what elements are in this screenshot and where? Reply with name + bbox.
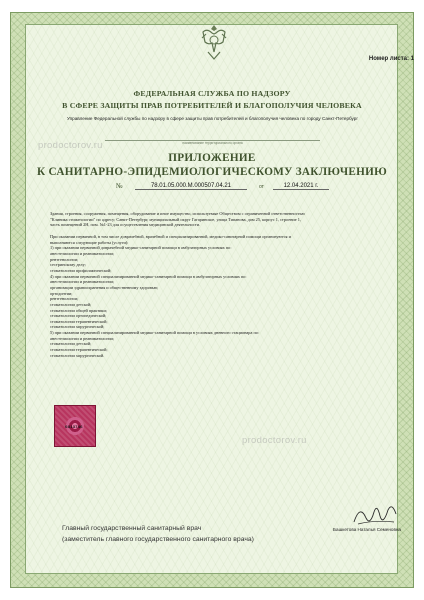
agency-name-line2: В СФЕРЕ ЗАЩИТЫ ПРАВ ПОТРЕБИТЕЛЕЙ И БЛАГОПОЛУЧИЯ ЧЕЛОВЕКА (62, 101, 362, 110)
agency-name-line1: ФЕДЕРАЛЬНАЯ СЛУЖБА ПО НАДЗОРУ (133, 89, 291, 98)
watermark: prodoctorov.ru (242, 435, 307, 446)
text-line: часть помещений 2Н, пом. №1-23 для осуществления медицинской деятельности. (50, 222, 201, 228)
directorate-caption: наименование территориального органа (182, 141, 243, 145)
list-item: выполняются следующие работы (услуги): (50, 239, 129, 245)
conclusion-date: 12.04.2021 г. (273, 183, 329, 190)
territorial-directorate: Управление Федеральной службы по надзору в сфере защиты прав потребителей и благополучия человека по городу Санкт-Петербург (66, 116, 359, 121)
list-item: 1) при оказании первичной доврачебной медико-санитарной помощи в амбулаторных условиях по: (50, 245, 232, 251)
list-item: анестезиологии и реаниматологии; (50, 250, 115, 256)
list-item: стоматологии терапевтической; (50, 318, 108, 324)
list-item: стоматологии детской; (50, 341, 92, 347)
date-from-label: от (259, 184, 264, 190)
document-body (50, 211, 380, 360)
coat-of-arms-emblem-icon (198, 22, 230, 62)
services-list (50, 234, 380, 358)
list-item: стоматологии терапевтической; (50, 347, 108, 353)
document-title-line1: ПРИЛОЖЕНИЕ (168, 152, 256, 164)
document-title-line2: К САНИТАРНО-ЭПИДЕМИОЛОГИЧЕСКОМУ ЗАКЛЮЧЕНИЮ (36, 166, 387, 178)
hologram-code: 0813746 (65, 424, 83, 429)
list-item: рентгенологии; (50, 296, 79, 302)
list-item: стоматологии общей практики; (50, 307, 107, 313)
list-item: рентгенологии; (50, 256, 79, 262)
list-item: стоматологии хирургической. (50, 352, 105, 358)
list-item: стоматологии хирургической; (50, 324, 105, 330)
number-label: № (116, 182, 123, 190)
list-item: стоматологии ортопедической; (50, 313, 107, 319)
text-line: "Клиника стоматологии" по адресу: Санкт-Петербург, муниципальный округ Гагаринское, улица Типанова, дом 25, корпус 1, строение 1, (50, 216, 301, 222)
list-item: организации здравоохранения и общественному здоровью; (50, 284, 159, 290)
list-item: стоматологии профилактической; (50, 267, 112, 273)
signatory-title-line1: Главный государственный санитарный врач (62, 525, 202, 532)
list-item: анестезиологии и реаниматологии; (50, 279, 115, 285)
intro-paragraph (50, 211, 380, 228)
list-item: При оказании первичной, в том числе доврачебной, врачебной и специализированной, медико-санитарной помощи организуются и (50, 233, 291, 239)
text-line: Здания, строения, сооружения, помещения, оборудование и иное имущество, используемые Обществом с ограниченной ответственностью (50, 211, 305, 216)
list-item: анестезиологии и реаниматологии; (50, 335, 115, 341)
sheet-number: Номер листа: 1 (368, 56, 414, 62)
watermark: prodoctorov.ru (38, 140, 103, 151)
signatory-name: Башкетова Наталья Семеновна (333, 527, 401, 532)
signature-icon (350, 500, 400, 530)
list-item: стоматологии детской; (50, 301, 92, 307)
signatory-title-line2: (заместитель главного государственного санитарного врача) (62, 536, 254, 543)
conclusion-number: 78.01.05.000.М.000507.04.21 (135, 183, 247, 190)
list-item: 5) при оказании первичной специализированной медико-санитарной помощи в условиях дневного стационара по: (50, 330, 260, 336)
list-item: 4) при оказании первичной специализированной медико-санитарной помощи в амбулаторных условиях по: (50, 273, 247, 279)
list-item: ортодонтии; (50, 290, 73, 296)
list-item: сестринскому делу; (50, 262, 86, 268)
